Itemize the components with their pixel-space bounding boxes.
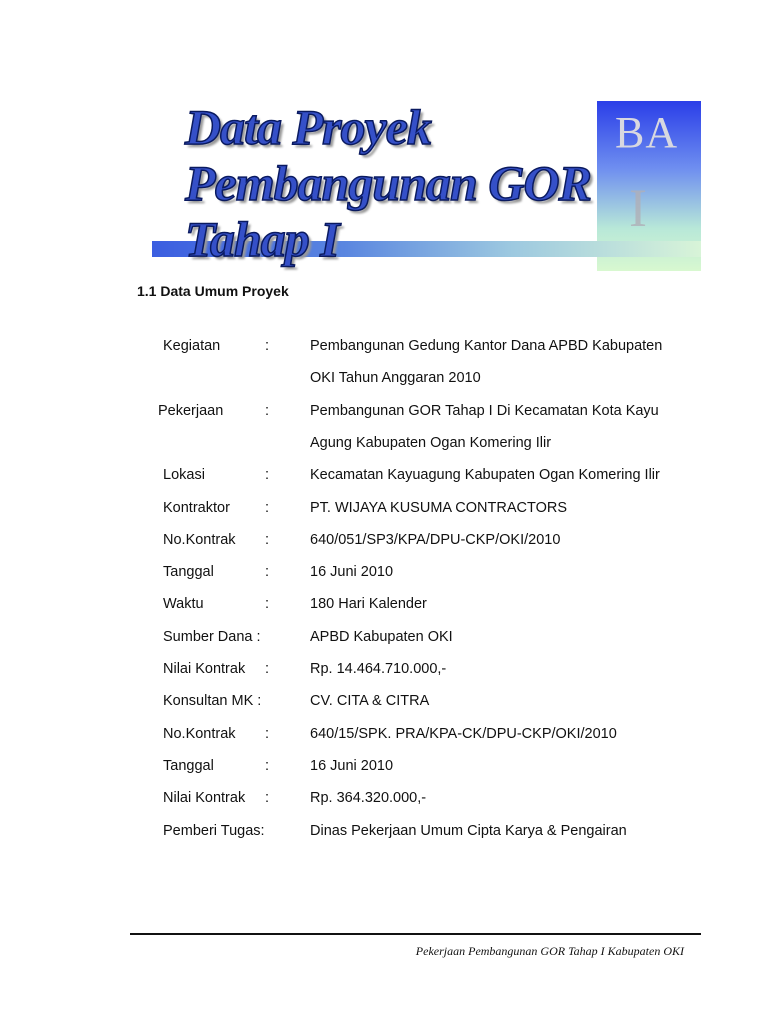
row-label: Pemberi Tugas: [163,822,265,839]
title-line-3: Tahap I [185,211,339,267]
row-colon: : [265,499,270,516]
row-value: Pembangunan Gedung Kantor Dana APBD Kabupaten [310,338,663,354]
row-colon: : [265,531,270,548]
row-label: Nilai Kontrak [163,661,246,677]
row-colon: : [265,661,270,677]
row-value: 180 Hari Kalender [310,596,427,613]
row-colon: : [265,564,270,581]
row-value: 640/051/SP3/KPA/DPU-CKP/OKI/2010 [310,531,561,548]
row-colon: : [265,338,270,354]
row-value: Kecamatan Kayuagung Kabupaten Ogan Komering Ilir [310,467,660,484]
title-line-1: Data Proyek [185,99,431,155]
row-value: 16 Juni 2010 [310,757,394,774]
row-label: Pekerjaan [158,402,224,419]
row-value: 640/15/SPK. PRA/KPA-CK/DPU-CKP/OKI/2010 [310,725,617,742]
row-value: PT. WIJAYA KUSUMA CONTRACTORS [310,499,568,516]
row-label: Waktu [163,596,204,613]
row-label: Konsultan MK : [163,693,262,710]
row-colon: : [265,757,270,774]
row-label: Kegiatan [163,338,221,354]
row-label: Kontraktor [163,499,230,516]
section-heading: 1.1 Data Umum Proyek [137,283,289,299]
row-label: No.Kontrak [163,725,236,742]
row-value: 16 Juni 2010 [310,564,394,581]
row-label: Nilai Kontrak [163,790,246,807]
row-value: OKI Tahun Anggaran 2010 [310,370,481,387]
row-value: Pembangunan GOR Tahap I Di Kecamatan Kota Kayu [310,402,659,419]
row-colon: : [265,467,270,484]
chapter-number: I [629,178,647,238]
row-label: Tanggal [163,757,214,774]
row-value: CV. CITA & CITRA [310,693,430,710]
chapter-label: BA [615,108,679,157]
row-label: No.Kontrak [163,531,236,548]
row-value: APBD Kabupaten OKI [310,628,453,645]
row-colon: : [265,790,270,807]
row-colon: : [265,725,270,742]
footer-text: Pekerjaan Pembangunan GOR Tahap I Kabupaten OKI [415,944,684,958]
row-value: Rp. 14.464.710.000,- [310,661,447,677]
row-label: Tanggal [163,564,214,581]
footer-rule [130,933,701,935]
row-value: Rp. 364.320.000,- [310,790,427,807]
row-value: Agung Kabupaten Ogan Komering Ilir [310,434,552,451]
row-colon: : [265,402,270,419]
row-label: Sumber Dana : [163,628,261,645]
row-value: Dinas Pekerjaan Umum Cipta Karya & Pengairan [310,822,627,839]
row-colon: : [265,596,270,613]
row-label: Lokasi [163,467,205,484]
title-line-2: Pembangunan GOR [185,155,591,211]
